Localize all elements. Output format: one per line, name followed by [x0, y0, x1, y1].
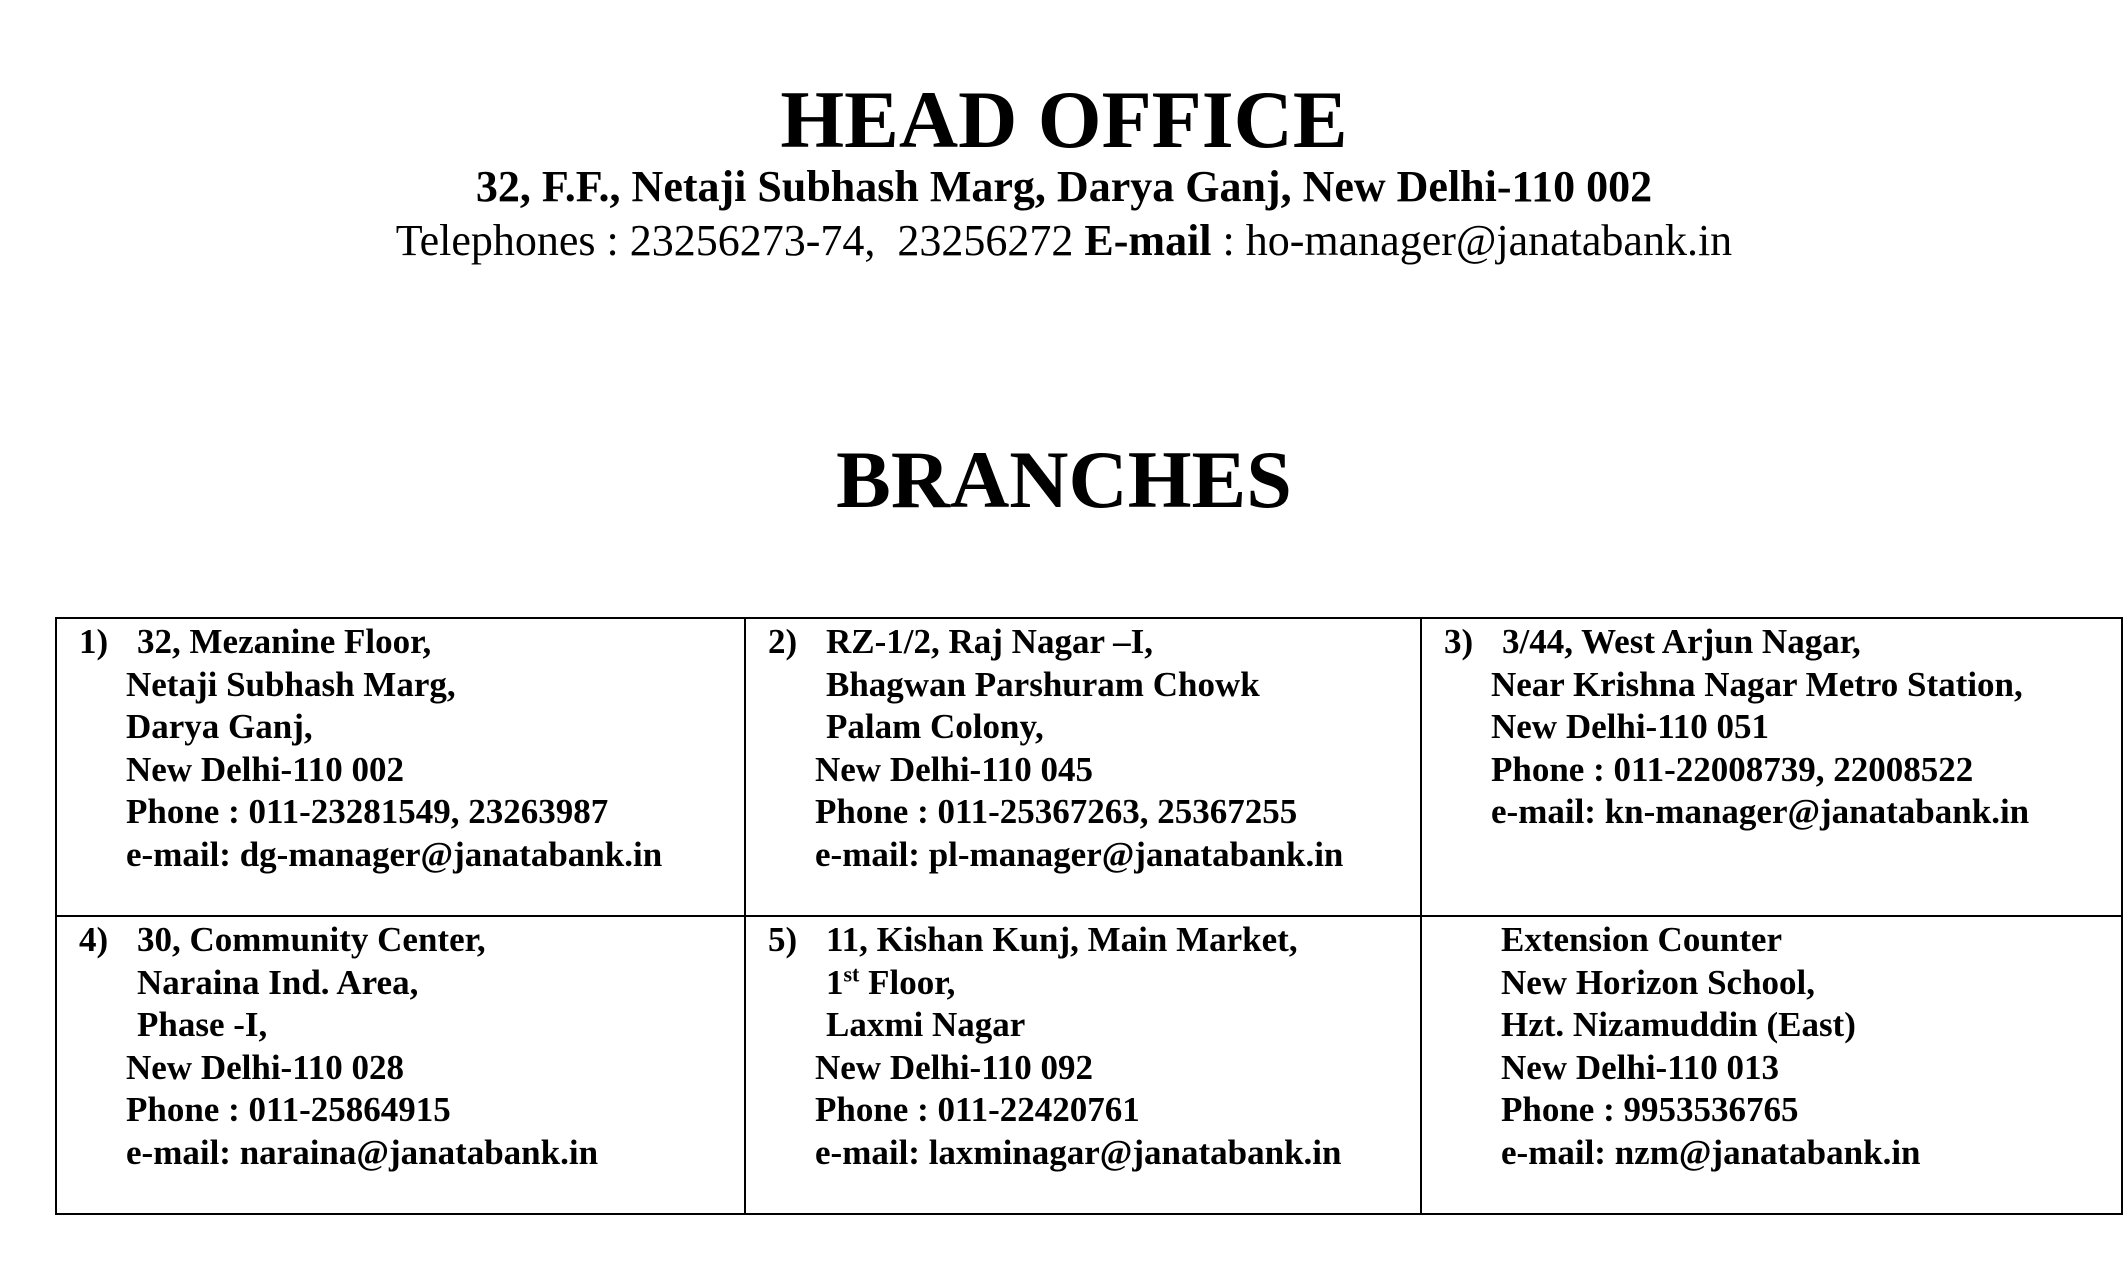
branch-email: e-mail: naraina@janatabank.in [126, 1132, 599, 1172]
branch-line: Near Krishna Nagar Metro Station, [1491, 664, 2023, 704]
branch-line: Extension Counter [1501, 920, 1782, 959]
branch-email: e-mail: nzm@janatabank.in [1501, 1132, 1921, 1172]
branch-number: 2) [768, 622, 798, 661]
branch-phone: Phone : 011-22008739, 22008522 [1491, 749, 1974, 789]
branch-phone: Phone : 011-23281549, 23263987 [126, 792, 609, 831]
branch-line: Netaji Subhash Marg, [126, 664, 456, 704]
table-row [56, 916, 2122, 1214]
head-office-address: 32, F.F., Netaji Subhash Marg, Darya Ganj, New Delhi-110 002 [475, 162, 1653, 211]
branch-line: 3) 3/44, West Arjun Nagar, [1444, 621, 2121, 664]
branch-line: Palam Colony, [826, 707, 1044, 746]
branch-line: New Horizon School, [1501, 962, 1816, 1002]
branch-number: 5) [768, 920, 798, 959]
branch-email: e-mail: dg-manager@janatabank.in [126, 834, 663, 874]
branch-line: Darya Ganj, [126, 707, 313, 746]
branch-email: e-mail: laxminagar@janatabank.in [815, 1132, 1342, 1172]
branch-line: New Delhi-110 002 [126, 749, 405, 789]
branch-email: e-mail: pl-manager@janatabank.in [815, 834, 1344, 874]
branch-line: Bhagwan Parshuram Chowk [826, 664, 1260, 704]
branch-cell-5 [745, 916, 1421, 1214]
branches-title: BRANCHES [836, 434, 1292, 525]
branch-line: New Delhi-110 013 [1501, 1047, 1780, 1087]
branch-cell-4 [56, 916, 745, 1214]
branch-phone: Phone : 011-25864915 [126, 1090, 451, 1129]
telephones-value: 23256273-74, 23256272 [629, 216, 1074, 265]
email-label: E-mail [1084, 216, 1212, 265]
head-office-contact [0, 214, 2128, 268]
branch-number: 3) [1444, 622, 1474, 661]
branch-cell-1 [56, 618, 745, 916]
branch-line: Phase -I, [137, 1005, 268, 1044]
branch-phone: Phone : 9953536765 [1501, 1090, 1799, 1129]
branch-number: 4) [79, 920, 109, 959]
branch-line: New Delhi-110 028 [126, 1047, 405, 1087]
branch-line: 2) RZ-1/2, Raj Nagar –I, [768, 621, 1420, 664]
branch-line: New Delhi-110 092 [815, 1047, 1094, 1087]
branch-email: e-mail: kn-manager@janatabank.in [1491, 792, 2030, 831]
branch-line: Hzt. Nizamuddin (East) [1501, 1005, 1856, 1044]
table-row [56, 618, 2122, 916]
branches-table [55, 617, 2123, 1215]
branch-line: 1) 32, Mezanine Floor, [79, 621, 744, 664]
branch-line: Laxmi Nagar [826, 1005, 1026, 1044]
branch-line: 1st Floor, [826, 960, 956, 1002]
branch-cell-6 [1421, 916, 2122, 1214]
head-office-title: HEAD OFFICE [780, 74, 1348, 165]
branch-line: Naraina Ind. Area, [137, 962, 419, 1002]
branch-line: New Delhi-110 045 [815, 749, 1094, 789]
email-value: : ho-manager@janatabank.in [1222, 216, 1733, 265]
branch-cell-3 [1421, 618, 2122, 916]
branch-number: 1) [79, 622, 109, 661]
telephones-label: Telephones : [395, 216, 619, 265]
branch-cell-2 [745, 618, 1421, 916]
branch-line: New Delhi-110 051 [1491, 707, 1770, 746]
branch-phone: Phone : 011-22420761 [815, 1090, 1140, 1129]
branch-line: 4) 30, Community Center, [79, 919, 744, 962]
branch-line: 5) 11, Kishan Kunj, Main Market, [768, 919, 1420, 962]
branch-phone: Phone : 011-25367263, 25367255 [815, 792, 1298, 831]
